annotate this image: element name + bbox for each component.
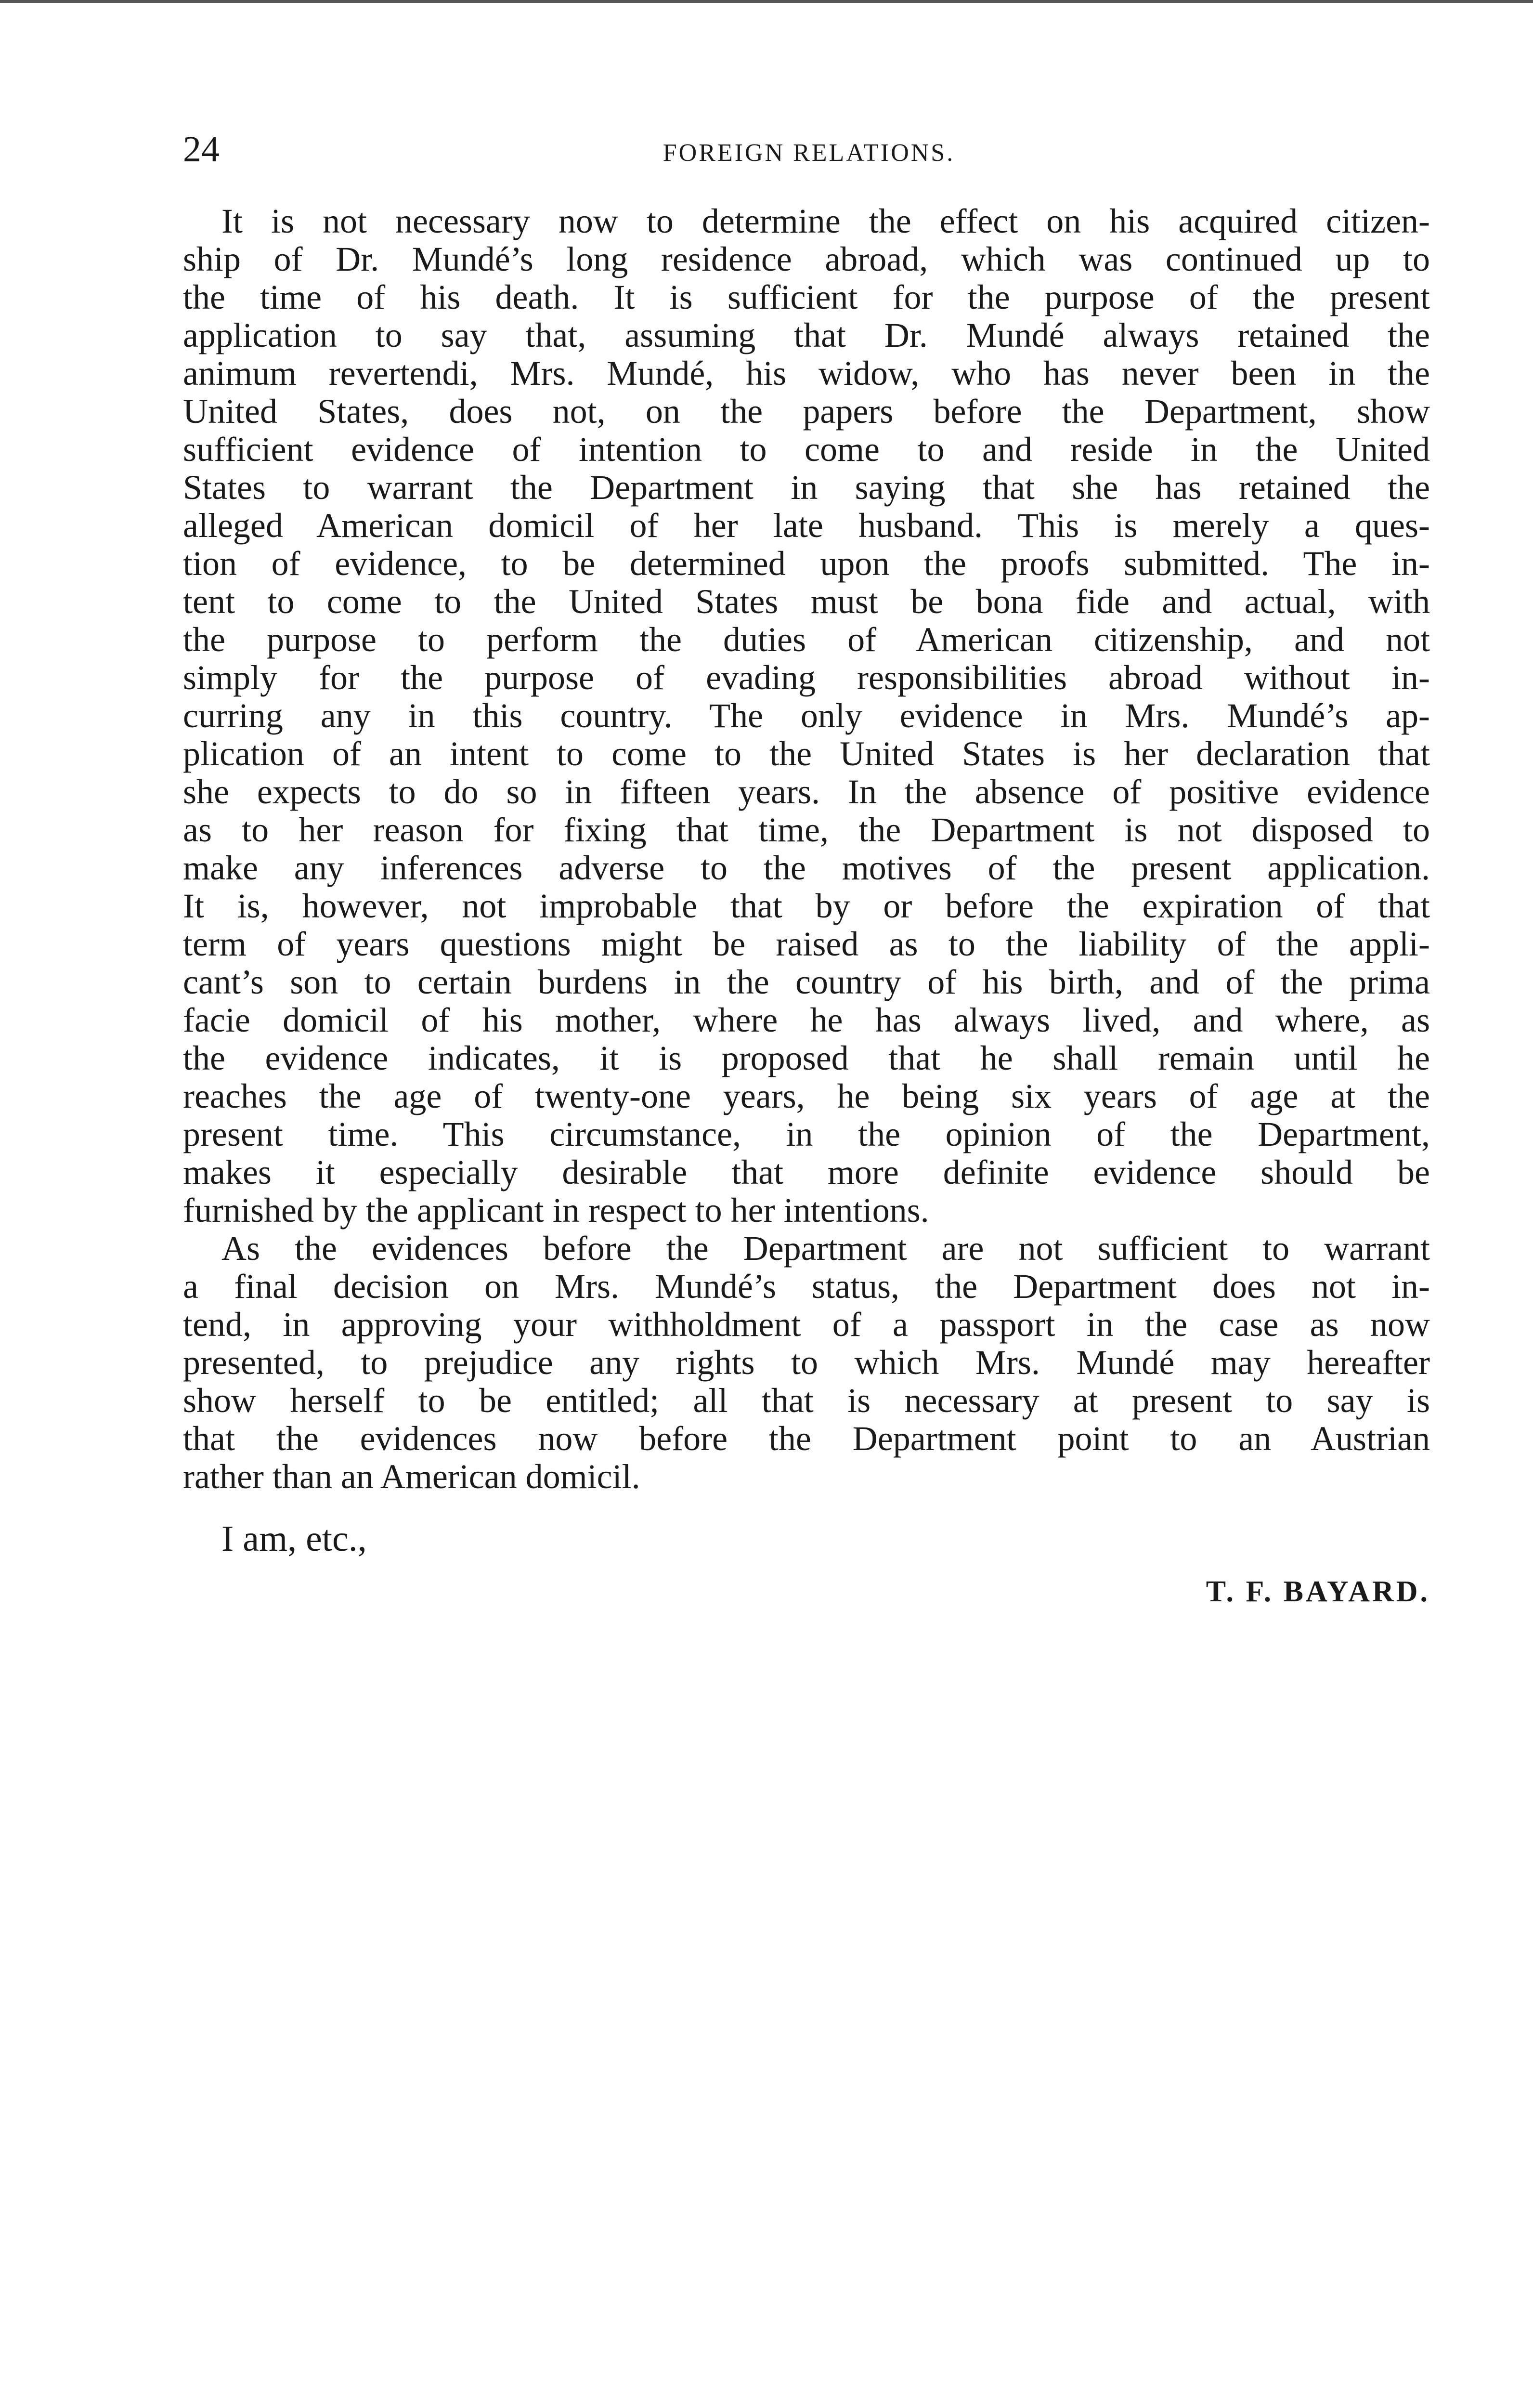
text-line: makes it especially desirable that more definite evidence should be [183, 1153, 1430, 1191]
text-line: facie domicil of his mother, where he has always lived, and where, as [183, 1001, 1430, 1039]
letter-body [183, 202, 1430, 1496]
page-top-edge [0, 0, 1533, 3]
text-line: tent to come to the United States must be bona fide and actual, with [183, 582, 1430, 621]
text-line: the time of his death. It is sufficient for the purpose of the present [183, 278, 1430, 316]
text-line: presented, to prejudice any rights to which Mrs. Mundé may hereafter [183, 1343, 1430, 1382]
text-line: present time. This circumstance, in the opinion of the Department, [183, 1115, 1430, 1153]
text-line: furnished by the applicant in respect to her intentions. [183, 1191, 929, 1230]
text-line: tion of evidence, to be determined upon the proofs submitted. The in- [183, 544, 1430, 583]
text-line: curring any in this country. The only evidence in Mrs. Mundé’s ap- [183, 696, 1430, 735]
text-line: tend, in approving your withholdment of a passport in the case as now [183, 1305, 1430, 1344]
text-line: that the evidences now before the Department point to an Austrian [183, 1419, 1430, 1458]
page-number: 24 [183, 129, 220, 170]
text-line: rather than an American domicil. [183, 1457, 640, 1496]
text-line: It is, however, not improbable that by or before the expiration of that [183, 887, 1430, 925]
closing-salutation: I am, etc., [221, 1518, 367, 1559]
running-head: FOREIGN RELATIONS. [663, 139, 955, 167]
text-line: It is not necessary now to determine the effect on his acquired citizen- [221, 202, 1430, 240]
text-line: States to warrant the Department in saying that she has retained the [183, 468, 1430, 507]
text-line: simply for the purpose of evading responsibilities abroad without in- [183, 658, 1430, 697]
text-line: the purpose to perform the duties of American citizenship, and not [183, 620, 1430, 659]
text-line: ship of Dr. Mundé’s long residence abroad, which was continued up to [183, 240, 1430, 278]
text-line: reaches the age of twenty-one years, he being six years of age at the [183, 1077, 1430, 1115]
text-line: as to her reason for fixing that time, the Department is not disposed to [183, 811, 1430, 849]
text-line: she expects to do so in fifteen years. In the absence of positive evidence [183, 772, 1430, 811]
text-line: sufficient evidence of intention to come to and reside in the United [183, 430, 1430, 469]
text-line: term of years questions might be raised as to the liability of the appli- [183, 925, 1430, 963]
text-line: the evidence indicates, it is proposed that he shall remain until he [183, 1039, 1430, 1077]
text-line: alleged American domicil of her late husband. This is merely a ques- [183, 506, 1430, 545]
text-line: cant’s son to certain burdens in the country of his birth, and of the prima [183, 963, 1430, 1001]
text-line: animum revertendi, Mrs. Mundé, his widow, who has never been in the [183, 354, 1430, 393]
text-line: United States, does not, on the papers before the Department, show [183, 392, 1430, 431]
text-line: plication of an intent to come to the United States is her declaration that [183, 734, 1430, 773]
text-line: make any inferences adverse to the motives of the present application. [183, 849, 1430, 887]
signature: T. F. BAYARD. [1206, 1575, 1430, 1608]
text-line: a final decision on Mrs. Mundé’s status, the Department does not in- [183, 1267, 1430, 1306]
text-line: As the evidences before the Department are not sufficient to warrant [221, 1229, 1430, 1268]
page-header [183, 128, 1435, 171]
text-line: application to say that, assuming that Dr. Mundé always retained the [183, 316, 1430, 354]
text-line: show herself to be entitled; all that is necessary at present to say is [183, 1381, 1430, 1420]
